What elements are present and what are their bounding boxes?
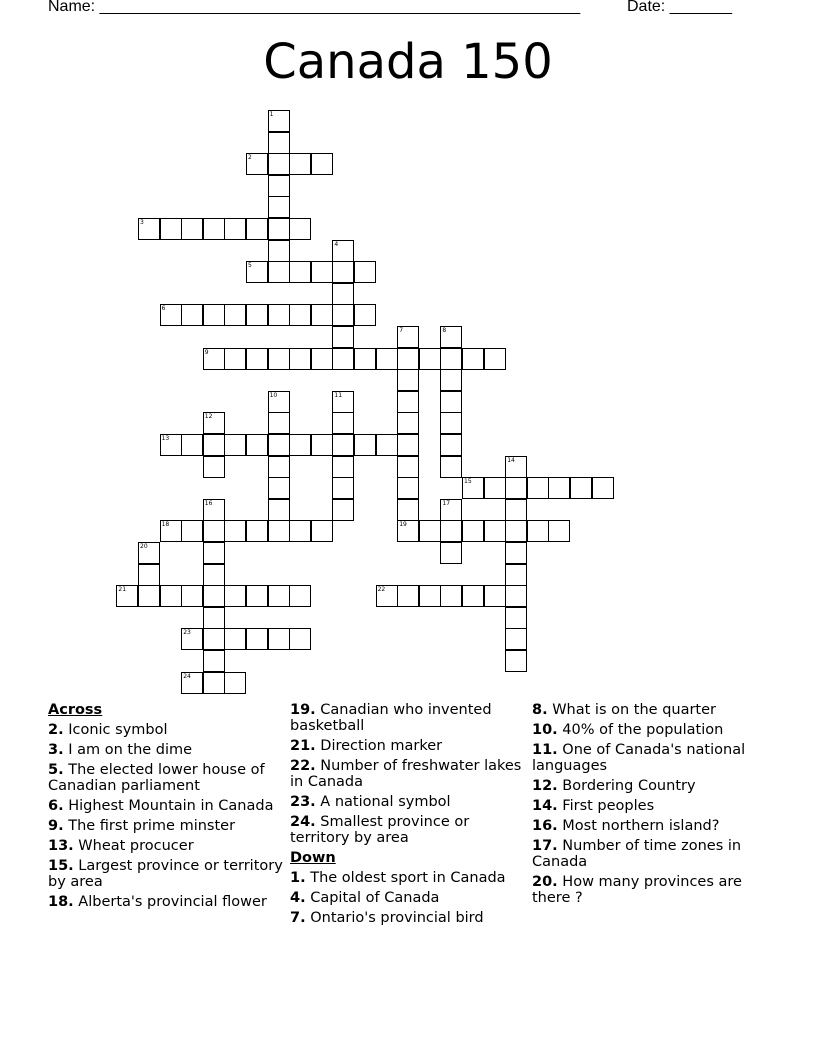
clue-across-18: 18. Alberta's provincial flower bbox=[48, 894, 267, 910]
clue-number: 4 bbox=[334, 240, 339, 248]
clue-down-16: 16. Most northern island? bbox=[532, 818, 720, 834]
clue-across-2: 2. Iconic symbol bbox=[48, 722, 168, 738]
grid-cell[interactable] bbox=[376, 434, 398, 456]
clue-down-7: 7. Ontario's provincial bird bbox=[290, 910, 484, 926]
grid-cell[interactable] bbox=[268, 628, 290, 650]
grid-cell[interactable] bbox=[289, 304, 311, 326]
grid-cell[interactable] bbox=[354, 304, 376, 326]
grid-cell[interactable] bbox=[203, 585, 225, 607]
grid-cell[interactable] bbox=[440, 369, 462, 391]
clue-number: 3 bbox=[140, 219, 144, 226]
grid-cell[interactable] bbox=[332, 499, 354, 521]
grid-cell[interactable] bbox=[268, 153, 290, 175]
grid-cell[interactable] bbox=[332, 456, 354, 478]
grid-cell[interactable] bbox=[311, 348, 333, 370]
clue-number: 11 bbox=[334, 391, 343, 399]
grid-cell[interactable] bbox=[505, 607, 527, 629]
clue-across-24: 24. Smallest province or territory by area bbox=[290, 814, 470, 846]
grid-cell[interactable] bbox=[354, 348, 376, 370]
grid-cell[interactable] bbox=[246, 434, 268, 456]
grid-cell[interactable] bbox=[440, 542, 462, 564]
grid-cell[interactable] bbox=[203, 348, 225, 370]
clue-number: 16 bbox=[204, 499, 213, 507]
grid-cell[interactable] bbox=[505, 564, 527, 586]
grid-cell[interactable] bbox=[354, 261, 376, 283]
grid-cell[interactable] bbox=[332, 304, 354, 326]
grid-cell[interactable] bbox=[462, 585, 484, 607]
grid-cell[interactable] bbox=[203, 628, 225, 650]
grid-cell[interactable] bbox=[224, 218, 246, 240]
grid-cell[interactable] bbox=[203, 434, 225, 456]
grid-cell[interactable] bbox=[311, 261, 333, 283]
grid-cell[interactable] bbox=[311, 153, 333, 175]
grid-cell[interactable] bbox=[268, 391, 290, 413]
grid-cell[interactable] bbox=[397, 434, 419, 456]
clue-number: 12 bbox=[204, 413, 213, 421]
grid-cell[interactable] bbox=[224, 348, 246, 370]
grid-cell[interactable] bbox=[289, 520, 311, 542]
clue-number: 10 bbox=[269, 391, 278, 399]
grid-cell[interactable] bbox=[268, 477, 290, 499]
clue-number: 9 bbox=[204, 348, 209, 356]
grid-cell[interactable] bbox=[397, 326, 419, 348]
grid-cell[interactable] bbox=[419, 520, 441, 542]
clue-down-11: 11. One of Canada's national languages bbox=[532, 742, 746, 774]
clue-across-13: 13. Wheat procucer bbox=[48, 838, 194, 854]
clue-number: 24 bbox=[183, 672, 191, 680]
grid-cell[interactable] bbox=[592, 477, 614, 499]
grid-cell[interactable] bbox=[527, 477, 549, 499]
grid-cell[interactable] bbox=[484, 585, 506, 607]
grid-cell[interactable] bbox=[268, 304, 290, 326]
grid-cell[interactable] bbox=[397, 499, 419, 521]
clue-down-17: 17. Number of time zones in Canada bbox=[532, 838, 742, 870]
clue-number: 2 bbox=[248, 154, 252, 162]
clue-column-1 bbox=[48, 702, 284, 914]
grid-cell[interactable] bbox=[181, 628, 203, 650]
grid-cell[interactable] bbox=[246, 261, 268, 283]
grid-cell[interactable] bbox=[203, 412, 225, 434]
down-heading: Down bbox=[290, 850, 336, 866]
grid-cell[interactable] bbox=[332, 326, 354, 348]
grid-cell[interactable] bbox=[462, 520, 484, 542]
clue-down-8: 8. What is on the quarter bbox=[532, 702, 717, 718]
grid-cell[interactable] bbox=[332, 434, 354, 456]
grid-cell[interactable] bbox=[462, 477, 484, 499]
grid-cell[interactable] bbox=[376, 585, 398, 607]
clue-number: 22 bbox=[377, 586, 386, 594]
grid-cell[interactable] bbox=[332, 412, 354, 434]
grid-cell[interactable] bbox=[181, 218, 203, 240]
grid-cell[interactable] bbox=[160, 434, 182, 456]
clue-number: 8 bbox=[442, 327, 447, 334]
grid-cell[interactable] bbox=[505, 456, 527, 478]
grid-cell[interactable] bbox=[268, 499, 290, 521]
grid-cell[interactable] bbox=[332, 477, 354, 499]
grid-cell[interactable] bbox=[332, 261, 354, 283]
clue-number: 21 bbox=[118, 586, 127, 594]
grid-cell[interactable] bbox=[419, 348, 441, 370]
grid-cell[interactable] bbox=[268, 175, 290, 197]
clue-number: 18 bbox=[161, 521, 170, 529]
grid-cell[interactable] bbox=[332, 391, 354, 413]
grid-cell[interactable] bbox=[203, 542, 225, 564]
grid-cell[interactable] bbox=[397, 456, 419, 478]
grid-cell[interactable] bbox=[440, 434, 462, 456]
grid-cell[interactable] bbox=[289, 348, 311, 370]
grid-cell[interactable] bbox=[289, 153, 311, 175]
grid-cell[interactable] bbox=[354, 434, 376, 456]
grid-cell[interactable] bbox=[570, 477, 592, 499]
grid-cell[interactable] bbox=[505, 585, 527, 607]
grid-cell[interactable] bbox=[116, 585, 138, 607]
grid-cell[interactable] bbox=[484, 477, 506, 499]
clue-down-20: 20. How many provinces are there ? bbox=[532, 874, 742, 906]
grid-cell[interactable] bbox=[160, 304, 182, 326]
clue-number: 20 bbox=[140, 543, 148, 550]
clue-number: 7 bbox=[399, 327, 404, 334]
grid-cell[interactable] bbox=[268, 434, 290, 456]
grid-cell[interactable] bbox=[289, 434, 311, 456]
grid-cell[interactable] bbox=[246, 304, 268, 326]
grid-cell[interactable] bbox=[268, 348, 290, 370]
grid-cell[interactable] bbox=[527, 520, 549, 542]
grid-cell[interactable] bbox=[246, 348, 268, 370]
grid-cell[interactable] bbox=[440, 585, 462, 607]
grid-cell[interactable] bbox=[203, 304, 225, 326]
grid-cell[interactable] bbox=[224, 672, 246, 694]
grid-cell[interactable] bbox=[224, 304, 246, 326]
grid-cell[interactable] bbox=[203, 520, 225, 542]
grid-cell[interactable] bbox=[397, 477, 419, 499]
grid-cell[interactable] bbox=[505, 542, 527, 564]
clue-across-6: 6. Highest Mountain in Canada bbox=[48, 798, 274, 814]
grid-cell[interactable] bbox=[203, 218, 225, 240]
grid-cell[interactable] bbox=[440, 326, 462, 348]
grid-cell[interactable] bbox=[224, 585, 246, 607]
clue-number: 15 bbox=[464, 478, 472, 486]
grid-cell[interactable] bbox=[246, 153, 268, 175]
grid-cell[interactable] bbox=[224, 628, 246, 650]
grid-cell[interactable] bbox=[138, 218, 160, 240]
grid-cell[interactable] bbox=[160, 520, 182, 542]
grid-cell[interactable] bbox=[160, 585, 182, 607]
clue-across-22: 22. Number of freshwater lakes in Canada bbox=[290, 758, 522, 790]
clue-across-21: 21. Direction marker bbox=[290, 738, 443, 754]
clue-across-15: 15. Largest province or territory by area bbox=[48, 858, 283, 890]
grid-cell[interactable] bbox=[397, 391, 419, 413]
clue-across-9: 9. The first prime minster bbox=[48, 818, 236, 834]
clue-number: 5 bbox=[248, 262, 252, 270]
grid-cell[interactable] bbox=[203, 607, 225, 629]
grid-cell[interactable] bbox=[268, 196, 290, 218]
grid-cell[interactable] bbox=[505, 477, 527, 499]
clue-across-19: 19. Canadian who invented basketball bbox=[290, 702, 492, 734]
grid-cell[interactable] bbox=[332, 240, 354, 262]
grid-cell[interactable] bbox=[246, 218, 268, 240]
grid-cell[interactable] bbox=[289, 261, 311, 283]
grid-cell[interactable] bbox=[548, 520, 570, 542]
clue-number: 19 bbox=[399, 521, 407, 529]
grid-cell[interactable] bbox=[268, 218, 290, 240]
clue-down-10: 10. 40% of the population bbox=[532, 722, 724, 738]
grid-cell[interactable] bbox=[224, 434, 246, 456]
grid-cell[interactable] bbox=[160, 218, 182, 240]
grid-cell[interactable] bbox=[203, 456, 225, 478]
clue-number: 6 bbox=[161, 305, 166, 313]
grid-cell[interactable] bbox=[268, 132, 290, 154]
grid-cell[interactable] bbox=[332, 283, 354, 305]
clue-column-3 bbox=[532, 702, 768, 910]
page-title: Canada 150 bbox=[263, 34, 553, 90]
grid-cell[interactable] bbox=[268, 261, 290, 283]
grid-cell[interactable] bbox=[138, 585, 160, 607]
grid-cell[interactable] bbox=[203, 672, 225, 694]
clue-down-14: 14. First peoples bbox=[532, 798, 655, 814]
clue-down-12: 12. Bordering Country bbox=[532, 778, 696, 794]
grid-cell[interactable] bbox=[505, 520, 527, 542]
grid-cell[interactable] bbox=[484, 520, 506, 542]
grid-cell[interactable] bbox=[397, 348, 419, 370]
grid-cell[interactable] bbox=[440, 348, 462, 370]
clue-across-23: 23. A national symbol bbox=[290, 794, 451, 810]
grid-cell[interactable] bbox=[289, 218, 311, 240]
clue-across-3: 3. I am on the dime bbox=[48, 742, 193, 758]
grid-cell[interactable] bbox=[268, 240, 290, 262]
grid-cell[interactable] bbox=[203, 650, 225, 672]
grid-cell[interactable] bbox=[181, 672, 203, 694]
grid-cell[interactable] bbox=[397, 585, 419, 607]
grid-cell[interactable] bbox=[311, 434, 333, 456]
grid-cell[interactable] bbox=[246, 628, 268, 650]
grid-cell[interactable] bbox=[289, 628, 311, 650]
grid-cell[interactable] bbox=[268, 456, 290, 478]
grid-cell[interactable] bbox=[246, 520, 268, 542]
grid-cell[interactable] bbox=[246, 585, 268, 607]
clue-number: 13 bbox=[161, 435, 170, 442]
grid-cell[interactable] bbox=[289, 585, 311, 607]
clue-number: 17 bbox=[442, 499, 451, 507]
grid-cell[interactable] bbox=[505, 650, 527, 672]
grid-cell[interactable] bbox=[311, 520, 333, 542]
grid-cell[interactable] bbox=[397, 412, 419, 434]
grid-cell[interactable] bbox=[268, 110, 290, 132]
clue-across-5: 5. The elected lower house of Canadian parliament bbox=[48, 762, 265, 794]
clue-down-4: 4. Capital of Canada bbox=[290, 890, 440, 906]
grid-cell[interactable] bbox=[484, 348, 506, 370]
grid-cell[interactable] bbox=[268, 520, 290, 542]
grid-cell[interactable] bbox=[138, 542, 160, 564]
clue-number: 23 bbox=[183, 629, 191, 637]
grid-cell[interactable] bbox=[311, 304, 333, 326]
clue-column-2 bbox=[290, 702, 526, 930]
grid-cell[interactable] bbox=[440, 412, 462, 434]
grid-cell[interactable] bbox=[419, 585, 441, 607]
name-field[interactable]: Name: ______________________________________________________ bbox=[48, 0, 581, 15]
date-field[interactable]: Date: _______ bbox=[627, 0, 732, 15]
grid-cell[interactable] bbox=[440, 499, 462, 521]
grid-cell[interactable] bbox=[203, 499, 225, 521]
grid-cell[interactable] bbox=[332, 348, 354, 370]
grid-cell[interactable] bbox=[397, 369, 419, 391]
grid-cell[interactable] bbox=[397, 520, 419, 542]
grid-cell[interactable] bbox=[181, 585, 203, 607]
grid-cell[interactable] bbox=[181, 520, 203, 542]
grid-cell[interactable] bbox=[440, 456, 462, 478]
grid-cell[interactable] bbox=[224, 520, 246, 542]
grid-cell[interactable] bbox=[181, 304, 203, 326]
grid-cell[interactable] bbox=[440, 391, 462, 413]
grid-cell[interactable] bbox=[376, 348, 398, 370]
clue-number: 14 bbox=[507, 456, 515, 464]
grid-cell[interactable] bbox=[138, 564, 160, 586]
grid-cell[interactable] bbox=[548, 477, 570, 499]
grid-cell[interactable] bbox=[181, 434, 203, 456]
across-heading: Across bbox=[48, 702, 103, 718]
grid-cell[interactable] bbox=[462, 348, 484, 370]
grid-cell[interactable] bbox=[268, 585, 290, 607]
grid-cell[interactable] bbox=[505, 499, 527, 521]
grid-cell[interactable] bbox=[268, 412, 290, 434]
clue-down-1: 1. The oldest sport in Canada bbox=[290, 870, 506, 886]
grid-cell[interactable] bbox=[505, 628, 527, 650]
clue-number: 1 bbox=[269, 111, 274, 118]
grid-cell[interactable] bbox=[203, 564, 225, 586]
grid-cell[interactable] bbox=[440, 520, 462, 542]
